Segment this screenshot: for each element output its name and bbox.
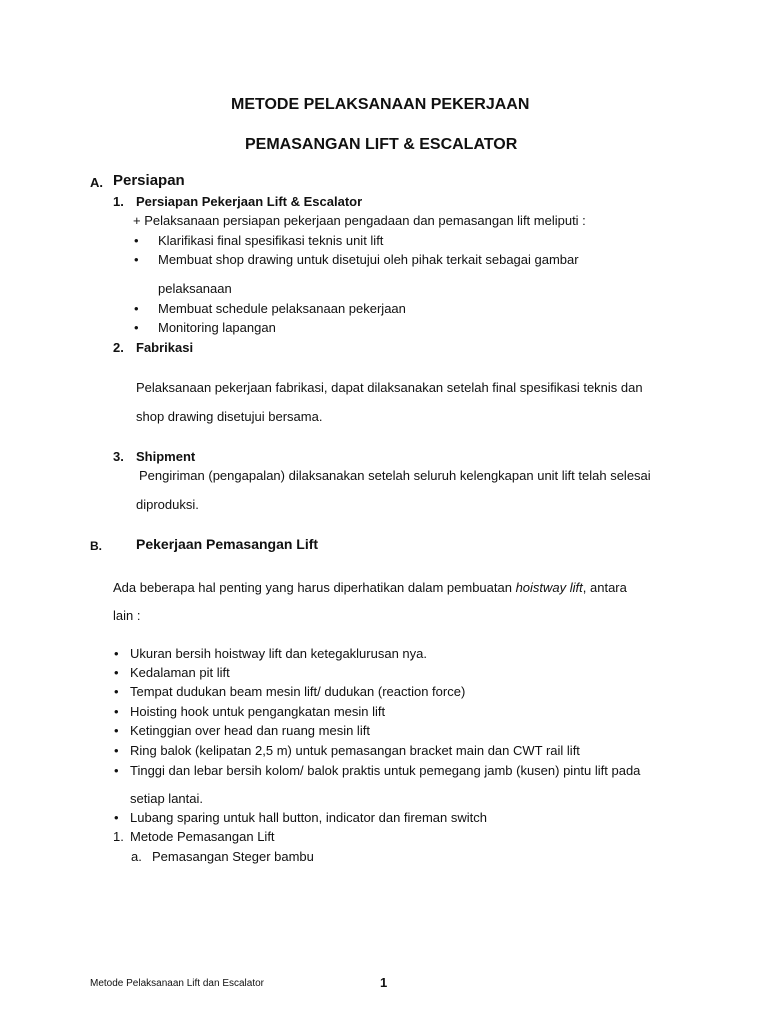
sub-item-a-marker: a.	[131, 849, 142, 864]
list-item: Lubang sparing untuk hall button, indicator dan fireman switch	[130, 810, 487, 825]
item-1-number: 1.	[113, 194, 124, 209]
section-b-heading: Pekerjaan Pemasangan Lift	[136, 536, 319, 552]
list-item: Kedalaman pit lift	[130, 665, 230, 680]
list-item: Membuat shop drawing untuk disetujui oleh pihak terkait sebagai gambar	[158, 252, 579, 267]
list-item: Klarifikasi final spesifikasi teknis unit lift	[158, 233, 384, 248]
bullet-icon: •	[114, 684, 119, 699]
intro-text-post: , antara	[582, 580, 627, 595]
page-number: 1	[380, 975, 388, 990]
bullet-icon: •	[134, 233, 139, 248]
item-1-intro: + Pelaksanaan persiapan pekerjaan pengadaan dan pemasangan lift meliputi :	[133, 213, 586, 228]
sub-item-title: Metode Pemasangan Lift	[130, 829, 275, 844]
section-b-intro	[113, 580, 627, 595]
bullet-icon: •	[114, 743, 119, 758]
footer-text: Metode Pelaksanaan Lift dan Escalator	[90, 978, 264, 989]
bullet-icon: •	[134, 301, 139, 316]
item-3-title: Shipment	[136, 449, 196, 464]
item-3-text-line2: diproduksi.	[136, 497, 199, 512]
item-2-text-line1: Pelaksanaan pekerjaan fabrikasi, dapat dilaksanakan setelah final spesifikasi teknis dan	[136, 380, 643, 395]
document-subtitle: PEMASANGAN LIFT & ESCALATOR	[245, 136, 518, 153]
bullet-icon: •	[114, 810, 119, 825]
list-item: Tempat dudukan beam mesin lift/ dudukan (reaction force)	[130, 684, 466, 699]
bullet-icon: •	[114, 646, 119, 661]
bullet-icon: •	[114, 723, 119, 738]
list-item-continuation: setiap lantai.	[130, 791, 203, 806]
item-1-title: Persiapan Pekerjaan Lift & Escalator	[136, 194, 363, 209]
section-a-heading: Persiapan	[113, 172, 185, 189]
intro-text-pre: Ada beberapa hal penting yang harus diperhatikan dalam pembuatan	[113, 580, 516, 595]
list-item-continuation: pelaksanaan	[158, 281, 232, 296]
bullet-icon: •	[114, 665, 119, 680]
bullet-icon: •	[114, 704, 119, 719]
item-3-text-line1: Pengiriman (pengapalan) dilaksanakan setelah seluruh kelengkapan unit lift telah selesai	[139, 468, 651, 483]
list-item: Ring balok (kelipatan 2,5 m) untuk pemasangan bracket main dan CWT rail lift	[130, 743, 580, 758]
sub-item-number: 1.	[113, 829, 124, 844]
list-item: Membuat schedule pelaksanaan pekerjaan	[158, 301, 406, 316]
item-3-number: 3.	[113, 449, 124, 464]
sub-item-a-text: Pemasangan Steger bambu	[152, 849, 314, 864]
list-item: Tinggi dan lebar bersih kolom/ balok praktis untuk pemegang jamb (kusen) pintu lift pada	[130, 763, 641, 778]
bullet-icon: •	[114, 763, 119, 778]
list-item: Ukuran bersih hoistway lift dan ketegaklurusan nya.	[130, 646, 427, 661]
intro-text-italic: hoistway lift	[515, 580, 583, 595]
section-b-intro-line2: lain :	[113, 608, 141, 623]
bullet-icon: •	[134, 252, 139, 267]
item-2-text-line2: shop drawing disetujui bersama.	[136, 409, 323, 424]
list-item: Hoisting hook untuk pengangkatan mesin lift	[130, 704, 386, 719]
document-title: METODE PELAKSANAAN PEKERJAAN	[231, 96, 530, 113]
item-2-title: Fabrikasi	[136, 340, 194, 355]
item-2-number: 2.	[113, 340, 124, 355]
list-item: Ketinggian over head dan ruang mesin lift	[130, 723, 370, 738]
section-b-marker: B.	[90, 539, 102, 553]
list-item: Monitoring lapangan	[158, 320, 276, 335]
bullet-icon: •	[134, 320, 139, 335]
section-a-marker: A.	[90, 175, 103, 190]
